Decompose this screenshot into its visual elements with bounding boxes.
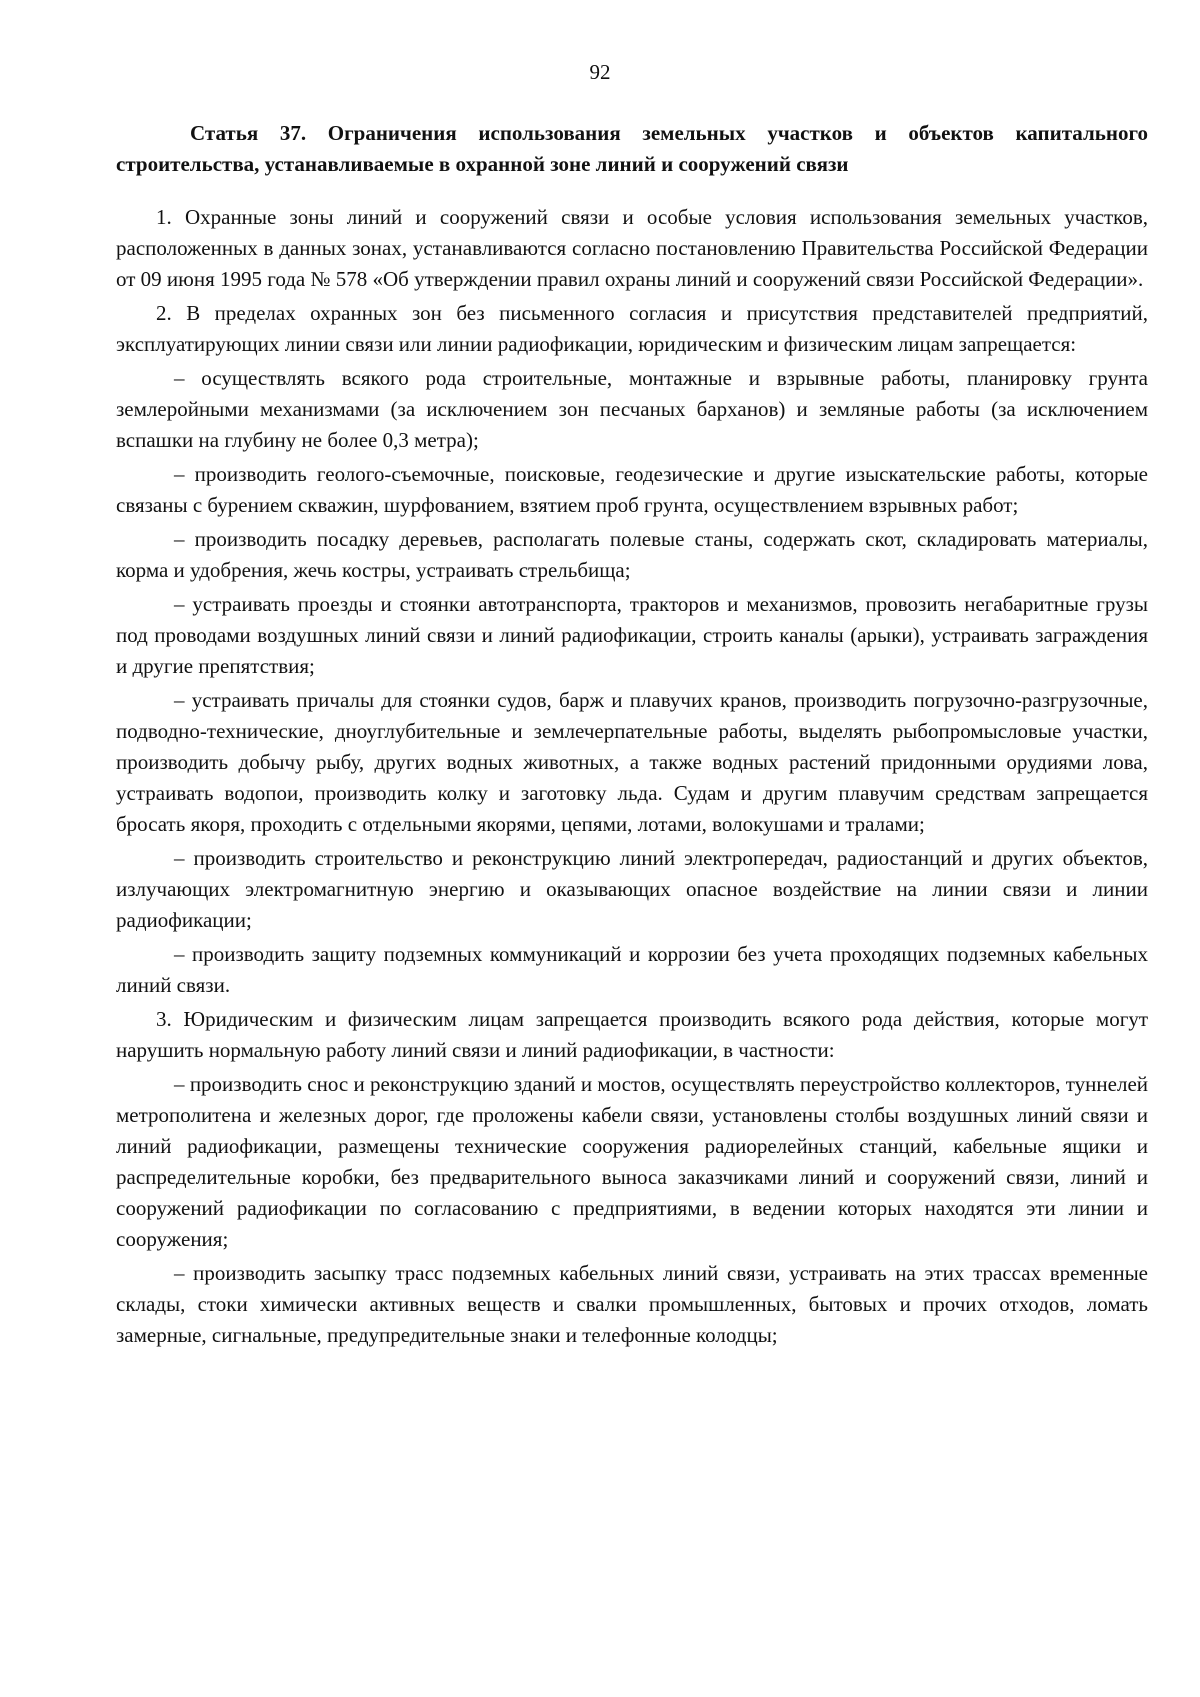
document-body — [116, 118, 1148, 1354]
paragraph-3: 3. Юридическим и физическим лицам запрещается производить всякого рода действия, которые могут нарушить нормальную работу линий связи и линий радиофикации, в частности: — [116, 1007, 1148, 1062]
list-item: – производить строительство и реконструкцию линий электропередач, радиостанций и других объектов, излучающих электромагнитную энергию и оказывающих опасное воздействие на линии связи и линии радиофикации; — [116, 846, 1148, 932]
list-item: – производить геолого-съемочные, поисковые, геодезические и другие изыскательские работы, которые связаны с бурением скважин, шурфованием, взятием проб грунта, осуществлением взрывных работ; — [116, 462, 1148, 517]
list-item: – производить засыпку трасс подземных кабельных линий связи, устраивать на этих трассах временные склады, стоки химически активных веществ и свалки промышленных, бытовых и прочих отходов, ломать замерные, сигнальные, предупредительные знаки и телефонные колодцы; — [116, 1261, 1148, 1347]
paragraph-2: 2. В пределах охранных зон без письменного согласия и присутствия представителей предприятий, эксплуатирующих линии связи или линии радиофикации, юридическим и физическим лицам запрещается: — [116, 301, 1148, 356]
page-number: 92 — [589, 60, 611, 84]
paragraph-1: 1. Охранные зоны линий и сооружений связи и особые условия использования земельных участков, расположенных в данных зонах, устанавливаются согласно постановлению Правительства Российской Федерации от 09 июня 1995 года № 578 «Об утверждении правил охраны линий и сооружений связи Российской Федерации». — [116, 205, 1148, 291]
list-item: – производить снос и реконструкцию зданий и мостов, осуществлять переустройство коллекторов, туннелей метрополитена и железных дорог, где проложены кабели связи, установлены столбы воздушных линий связи и линий радиофикации, размещены технические сооружения радиорелейных станций, кабельные ящики и распределительные коробки, без предварительного выноса заказчиками линий и сооружений связи, линий и сооружений радиофикации по согласованию с предприятиями, в ведении которых находятся эти линии и сооружения; — [116, 1072, 1148, 1251]
list-item: – устраивать проезды и стоянки автотранспорта, тракторов и механизмов, провозить негабаритные грузы под проводами воздушных линий связи и линий радиофикации, строить каналы (арыки), устраивать заграждения и другие препятствия; — [116, 592, 1148, 678]
article-heading: Статья 37. Ограничения использования земельных участков и объектов капитального строительства, устанавливаемые в охранной зоне линий и сооружений связи — [116, 121, 1148, 176]
list-item: – производить защиту подземных коммуникаций и коррозии без учета проходящих подземных кабельных линий связи. — [116, 942, 1148, 997]
list-item: – устраивать причалы для стоянки судов, барж и плавучих кранов, производить погрузочно-разгрузочные, подводно-технические, дноуглубительные и землечерпательные работы, выделять рыбопромысловые участки, производить добычу рыбу, других водных животных, а также водных растений придонными орудиями лова, устраивать водопои, производить колку и заготовку льда. Судам и другим плавучим средствам запрещается бросать якоря, проходить с отдельными якорями, цепями, лотами, волокушами и тралами; — [116, 688, 1148, 836]
list-item: – осуществлять всякого рода строительные, монтажные и взрывные работы, планировку грунта землеройными механизмами (за исключением зон песчаных барханов) и земляные работы (за исключением вспашки на глубину не более 0,3 метра); — [116, 366, 1148, 452]
list-item: – производить посадку деревьев, располагать полевые станы, содержать скот, складировать материалы, корма и удобрения, жечь костры, устраивать стрельбища; — [116, 527, 1148, 582]
